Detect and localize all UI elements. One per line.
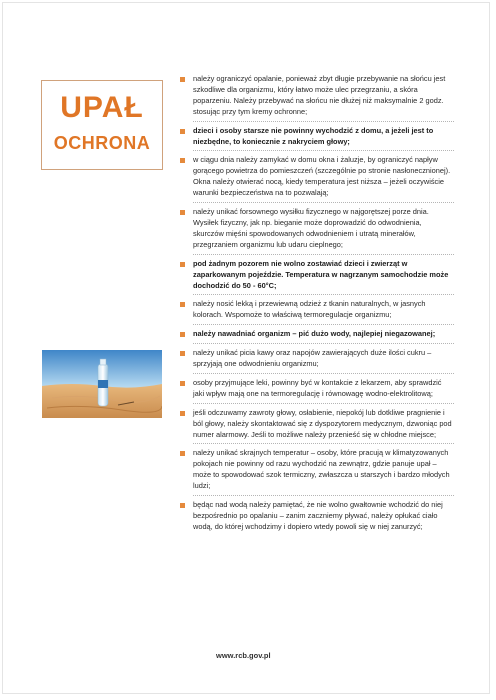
divider — [193, 403, 454, 404]
water-bottle-beach-image — [42, 350, 162, 418]
divider — [193, 373, 454, 374]
list-item — [178, 378, 454, 400]
square-bullet-icon — [180, 158, 185, 163]
list-item-text: należy ograniczyć opalanie, ponieważ zbyt długie przebywanie na słońcu jest szkodliwe dla organizmu, który łatwo może ulec przegrzaniu, a skóra poparzeniu. Należy przebywać na słońcu nie dłużej niż maksymalnie 2 godz. stosując przy tym kremy ochronne; — [193, 74, 446, 116]
footer-url-link[interactable]: www.rcb.gov.pl — [216, 651, 271, 660]
list-item-text: będąc nad wodą należy pamiętać, że nie wolno gwałtownie wchodzić do niej bezpośrednio po opalaniu – zanim zaczniemy pływać, należy opłukać ciało wodą, do której wchodzimy i dopiero wtedy powoli się w niej zanurzyć; — [193, 500, 443, 531]
title-box — [41, 80, 163, 170]
recommendation-list — [178, 74, 454, 536]
list-item-text: pod żadnym pozorem nie wolno zostawiać dzieci i zwierząt w zaparkowanym pojeździe. Temperatura w nagrzanym samochodzie może dochodzić do 50 - 60°C; — [193, 258, 449, 290]
list-item — [178, 126, 454, 148]
list-item-text: w ciągu dnia należy zamykać w domu okna i żaluzje, by ograniczyć napływ gorącego powietrza do pomieszczeń (szczególnie po stronie nasłonecznionej). Okna należy otwierać nocą, kiedy temperatura jest niższa – jeżeli oczywiście warunki bezpieczeństwa na to pozwalają; — [193, 155, 451, 198]
square-bullet-icon — [180, 262, 185, 267]
list-item — [178, 329, 454, 340]
list-item-text: należy unikać forsownego wysiłku fizycznego w najgorętszej porze dnia. Wysiłek fizyczny, jak np. bieganie może doprowadzić do odwodnienia, skurczów mięśni spowodowanych odwodnieniem i utratą minerałów, przegrzaniem organizmu lub udaru cieplnego; — [193, 207, 429, 249]
square-bullet-icon — [180, 302, 185, 307]
square-bullet-icon — [180, 129, 185, 134]
divider — [193, 202, 454, 203]
list-item-text: należy nosić lekką i przewiewną odzież z tkanin naturalnych, w jasnych kolorach. Wspomoże to właściwą termoregulacje organizmu; — [193, 299, 426, 320]
divider — [193, 254, 454, 255]
divider — [193, 495, 454, 496]
list-item — [178, 448, 454, 492]
page-title: UPAŁ — [60, 91, 144, 124]
list-item — [178, 500, 454, 533]
list-item — [178, 74, 454, 118]
square-bullet-icon — [180, 451, 185, 456]
divider — [193, 324, 454, 325]
divider — [193, 121, 454, 122]
list-item — [178, 299, 454, 321]
list-item-text: należy nawadniać organizm – pić dużo wody, najlepiej niegazowanej; — [193, 329, 436, 339]
square-bullet-icon — [180, 210, 185, 215]
square-bullet-icon — [180, 77, 185, 82]
square-bullet-icon — [180, 411, 185, 416]
list-item — [178, 155, 454, 199]
square-bullet-icon — [180, 381, 185, 386]
square-bullet-icon — [180, 503, 185, 508]
list-item-text: należy unikać picia kawy oraz napojów zawierających duże ilości cukru – sprzyjają one odwodnieniu organizmu; — [193, 348, 432, 369]
divider — [193, 443, 454, 444]
square-bullet-icon — [180, 351, 185, 356]
list-item — [178, 259, 454, 292]
page-subtitle: OCHRONA — [53, 133, 151, 153]
list-item — [178, 408, 454, 441]
divider — [193, 294, 454, 295]
divider — [193, 150, 454, 151]
list-item-text: jeśli odczuwamy zawroty głowy, osłabienie, niepokój lub dotkliwe pragnienie i ból głowy, należy skontaktować się z dyspozytorem medycznym, dzwoniąc pod numer alarmowy. Jeśli to możliwe należy przenieść się w chłodne miejsce; — [193, 407, 452, 439]
list-item-text: dzieci i osoby starsze nie powinny wychodzić z domu, a jeżeli jest to niezbędne, to koniecznie z nakryciem głowy; — [193, 125, 434, 146]
square-bullet-icon — [180, 332, 185, 337]
list-item-text: należy unikać skrajnych temperatur – osoby, które pracują w klimatyzowanych pokojach nie powinny od razu wychodzić na zewnątrz, gdzie panuje upał – może to spowodować szok termiczny, zwłaszcza u starszych i bardzo młodych ludzi; — [193, 448, 450, 491]
list-item-text: osoby przyjmujące leki, powinny być w kontakcie z lekarzem, aby sprawdzić jaki wpływ mają one na termoregulację i równowagę wodno-elektrolitową; — [193, 377, 442, 398]
divider — [193, 343, 454, 344]
list-item — [178, 207, 454, 251]
list-item — [178, 348, 454, 370]
